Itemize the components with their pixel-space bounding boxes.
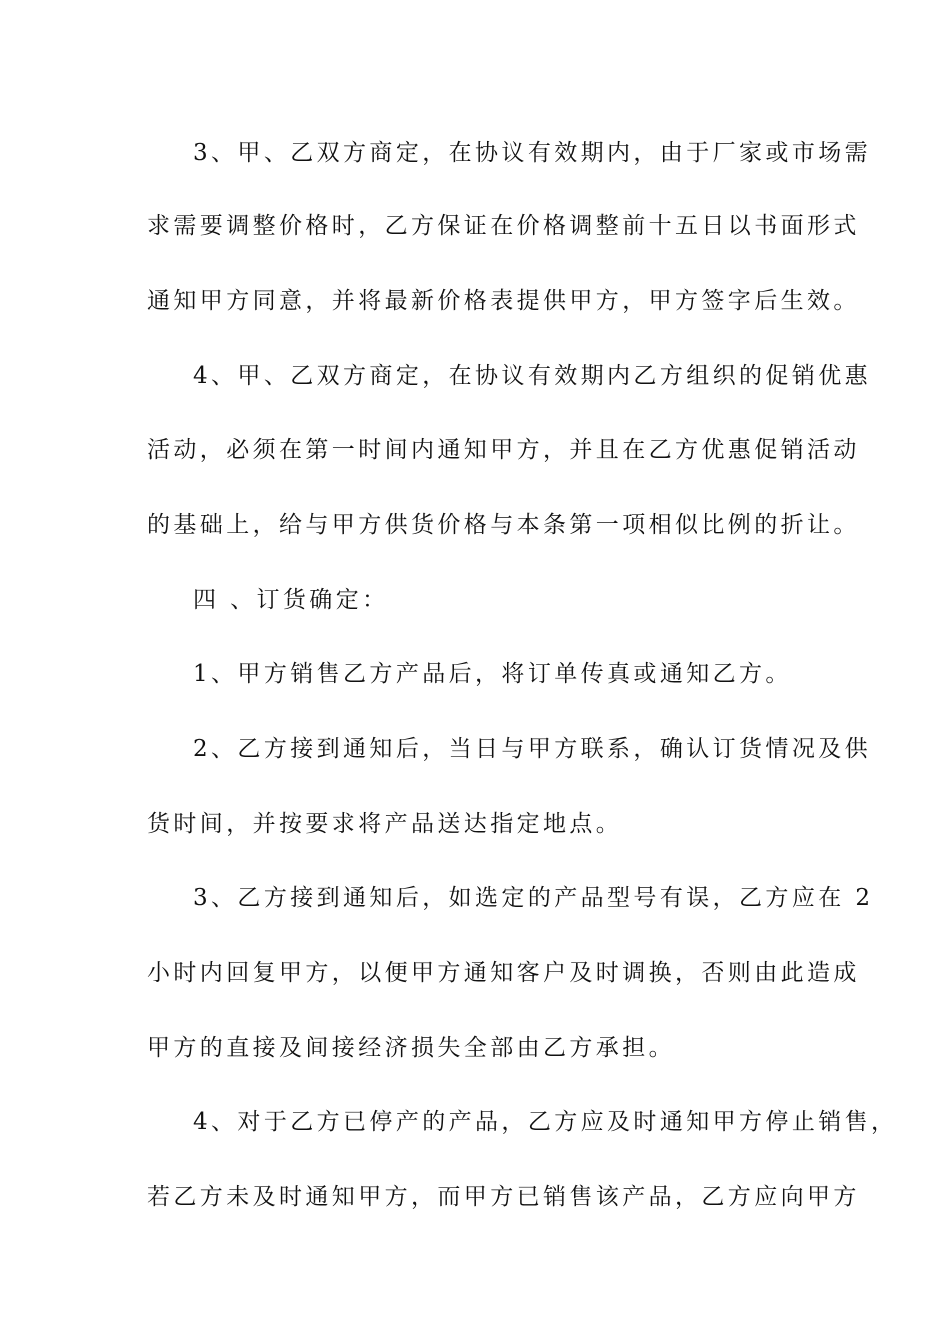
order-item-4-line-2: 若乙方未及时通知甲方，而甲方已销售该产品，乙方应向甲方 [147, 1184, 860, 1210]
paragraph-4-line-3: 的基础上，给与甲方供货价格与本条第一项相似比例的折让。 [147, 512, 860, 538]
order-item-3-line-2: 小时内回复甲方，以便甲方通知客户及时调换，否则由此造成 [147, 960, 860, 986]
paragraph-3-line-1: 3、甲、乙双方商定，在协议有效期内，由于厂家或市场需 [193, 140, 872, 166]
order-item-1: 1、甲方销售乙方产品后，将订单传真或通知乙方。 [193, 661, 792, 687]
paragraph-4-line-1: 4、甲、乙双方商定，在协议有效期内乙方组织的促销优惠 [193, 363, 872, 389]
section-heading: 四 、订货确定： [193, 587, 389, 613]
order-item-4-line-1: 4、对于乙方已停产的产品，乙方应及时通知甲方停止销售， [193, 1109, 898, 1135]
order-item-2-line-2: 货时间，并按要求将产品送达指定地点。 [147, 811, 623, 837]
paragraph-3-line-2: 求需要调整价格时，乙方保证在价格调整前十五日以书面形式 [147, 213, 860, 239]
paragraph-3-line-3: 通知甲方同意，并将最新价格表提供甲方，甲方签字后生效。 [147, 288, 860, 314]
paragraph-4-line-2: 活动，必须在第一时间内通知甲方，并且在乙方优惠促销活动 [147, 437, 860, 463]
order-item-2-line-1: 2、乙方接到通知后，当日与甲方联系，确认订货情况及供 [193, 736, 872, 762]
order-item-3-line-3: 甲方的直接及间接经济损失全部由乙方承担。 [147, 1035, 675, 1061]
order-item-3-line-1: 3、乙方接到通知后，如选定的产品型号有误，乙方应在 2 [193, 885, 874, 911]
